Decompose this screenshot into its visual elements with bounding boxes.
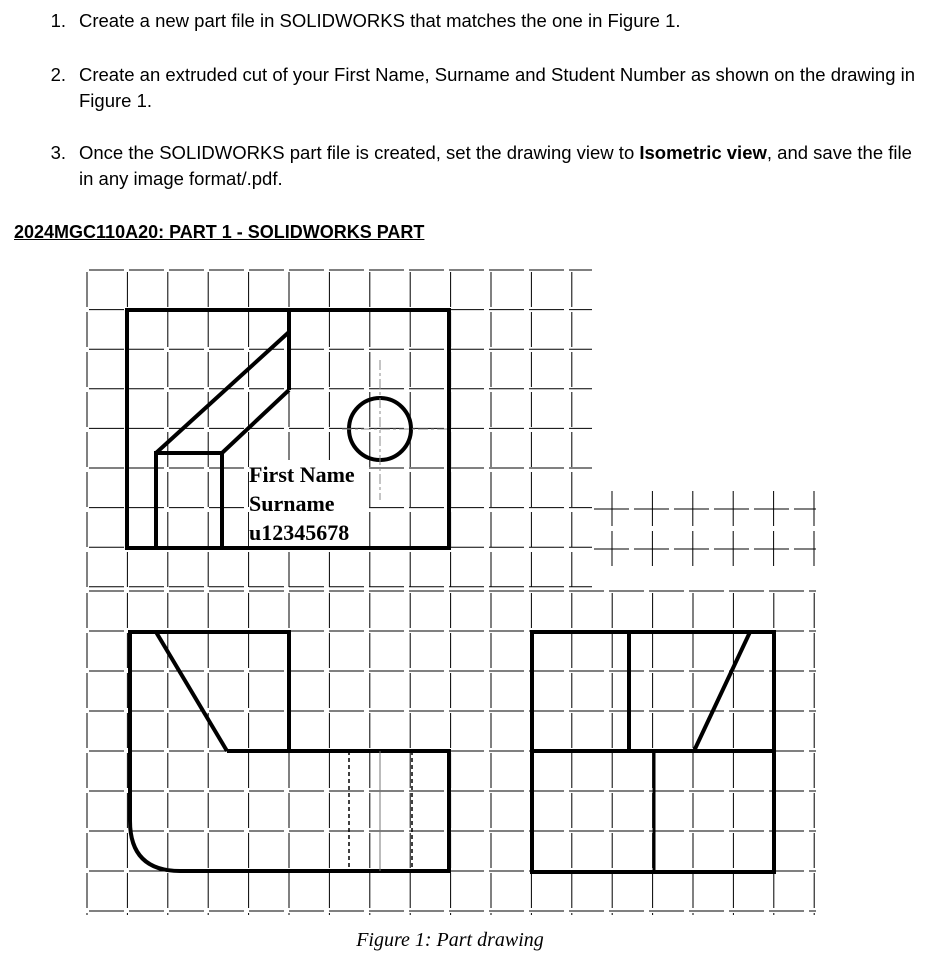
figure-caption: Figure 1: Part drawing [356,929,544,951]
engraved-text [249,460,369,546]
section-heading: 2024MGC110A20: PART 1 - SOLIDWORKS PART [14,222,425,242]
top-view-slope-edge [222,390,289,453]
instruction-bold-text: Isometric view [639,142,767,163]
label-student-number: u12345678 [249,520,350,545]
instruction-text: Create a new part file in SOLIDWORKS that matches the one in Figure 1. [79,10,681,31]
instruction-number: 3. [50,142,66,163]
label-first-name: First Name [249,462,355,487]
instruction-text: Create an extruded cut of your First Name, Surname and Student Number as shown on the drawing in Figure 1. [79,64,916,111]
drawing-grid [87,270,816,915]
instruction-number: 2. [50,64,66,85]
front-view-slope-edge [156,632,227,751]
label-surname: Surname [249,491,335,516]
instruction-number: 1. [50,10,66,31]
side-view-slope-edge [694,632,750,751]
front-view-hidden-lines [349,751,412,871]
top-view-step [156,453,222,548]
instruction-text-part: , and save the file in any image format/.pdf. [79,142,912,189]
top-view-slope-edge [156,332,289,453]
instruction-text-part: Once the SOLIDWORKS part file is created, set the drawing view to [79,142,640,163]
